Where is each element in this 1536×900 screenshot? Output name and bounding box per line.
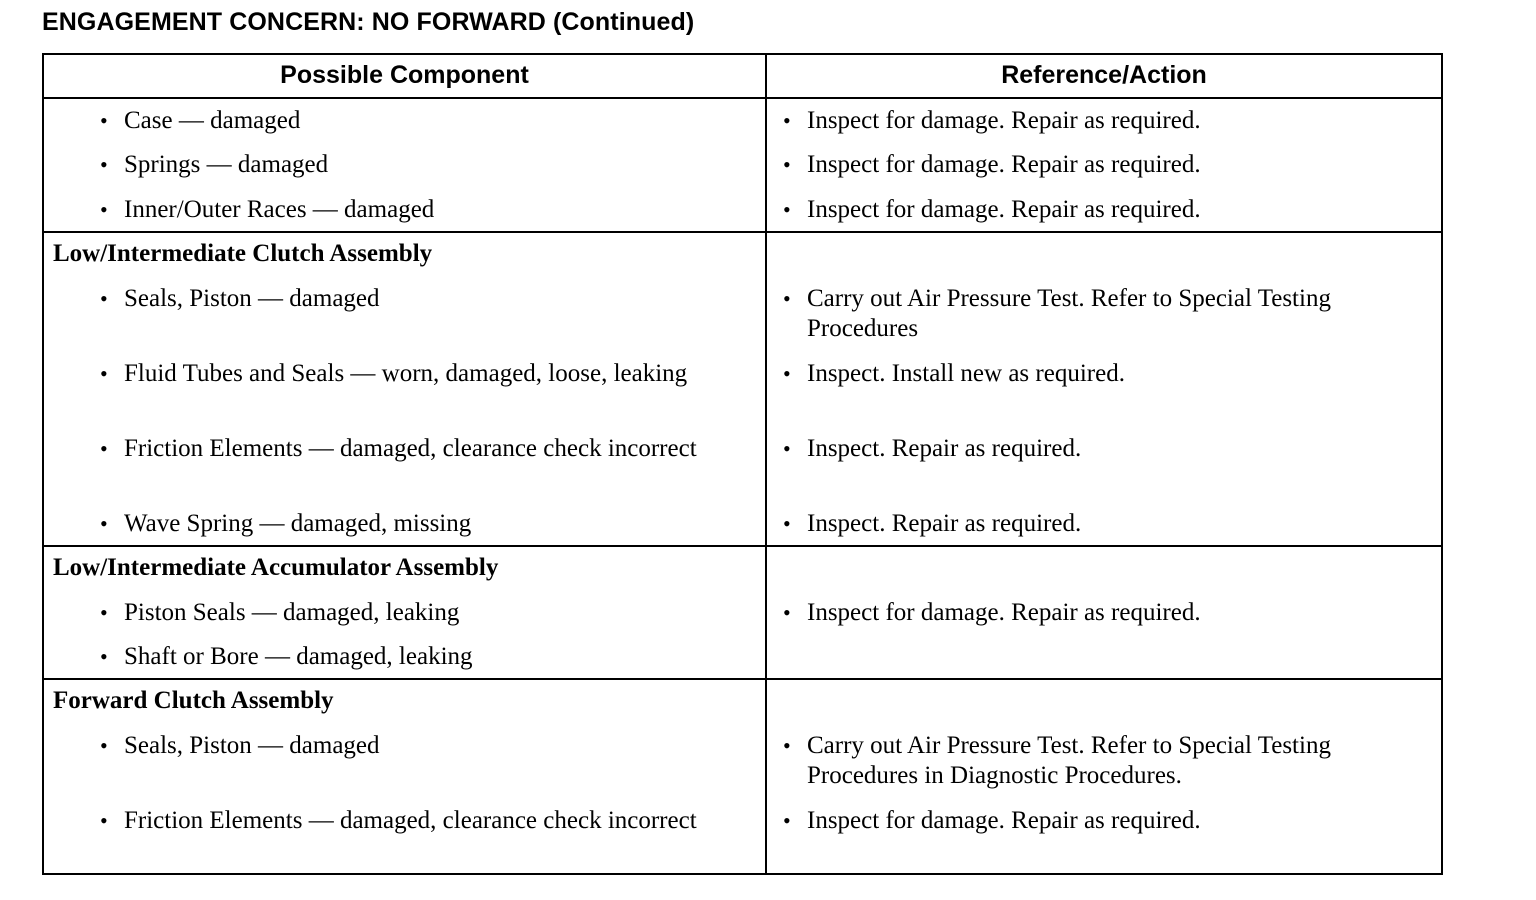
component-item: • Springs — damaged (100, 151, 329, 178)
component-item: • Inner/Outer Races — damaged (100, 196, 435, 223)
action-item: • Inspect. Install new as required. (783, 360, 1125, 387)
bullet-icon: • (100, 361, 108, 386)
bullet-icon: • (100, 108, 108, 133)
bullet-icon: • (783, 361, 791, 386)
diagnostic-table (42, 53, 1443, 875)
bullet-icon: • (100, 286, 108, 311)
bullet-icon: • (100, 600, 108, 625)
component-item: • Shaft or Bore — damaged, leaking (100, 643, 473, 670)
action-item: • Inspect for damage. Repair as required. (783, 599, 1201, 626)
row-divider (44, 545, 1441, 547)
group-heading: Forward Clutch Assembly (53, 687, 334, 714)
page-title: ENGAGEMENT CONCERN: NO FORWARD (Continued) (42, 8, 695, 36)
group-heading: Low/Intermediate Accumulator Assembly (53, 554, 499, 581)
bullet-icon: • (783, 436, 791, 461)
action-item: • Inspect. Repair as required. (783, 435, 1082, 462)
bullet-icon: • (783, 197, 791, 222)
component-item: • Friction Elements — damaged, clearance check incorrect (100, 435, 697, 462)
component-item: • Wave Spring — damaged, missing (100, 510, 472, 537)
group-heading: Low/Intermediate Clutch Assembly (53, 240, 433, 267)
bullet-icon: • (100, 511, 108, 536)
action-item: • Carry out Air Pressure Test. Refer to Special Testing Procedures in Diagnostic Procedures. (783, 732, 1331, 789)
component-item: • Fluid Tubes and Seals — worn, damaged, loose, leaking (100, 360, 688, 387)
column-header-action: Reference/Action (1001, 61, 1207, 89)
component-item: • Friction Elements — damaged, clearance check incorrect (100, 807, 697, 834)
bullet-icon: • (100, 644, 108, 669)
bullet-icon: • (100, 733, 108, 758)
row-divider (44, 678, 1441, 680)
component-item: • Seals, Piston — damaged (100, 732, 380, 759)
component-item: • Piston Seals — damaged, leaking (100, 599, 460, 626)
bullet-icon: • (100, 436, 108, 461)
bullet-icon: • (783, 152, 791, 177)
row-divider (44, 231, 1441, 233)
bullet-icon: • (100, 197, 108, 222)
action-item: • Inspect for damage. Repair as required. (783, 107, 1201, 134)
action-item: • Inspect. Repair as required. (783, 510, 1082, 537)
action-item: • Carry out Air Pressure Test. Refer to Special Testing Procedures (783, 285, 1331, 342)
action-item: • Inspect for damage. Repair as required. (783, 151, 1201, 178)
column-divider (765, 55, 767, 873)
bullet-icon: • (100, 152, 108, 177)
bullet-icon: • (783, 733, 791, 758)
header-divider (44, 97, 1441, 99)
bullet-icon: • (783, 286, 791, 311)
bullet-icon: • (783, 600, 791, 625)
component-item: • Seals, Piston — damaged (100, 285, 380, 312)
component-item: • Case — damaged (100, 107, 301, 134)
column-header-component: Possible Component (280, 61, 529, 89)
action-item: • Inspect for damage. Repair as required. (783, 196, 1201, 223)
bullet-icon: • (783, 808, 791, 833)
bullet-icon: • (100, 808, 108, 833)
action-item: • Inspect for damage. Repair as required. (783, 807, 1201, 834)
bullet-icon: • (783, 108, 791, 133)
bullet-icon: • (783, 511, 791, 536)
